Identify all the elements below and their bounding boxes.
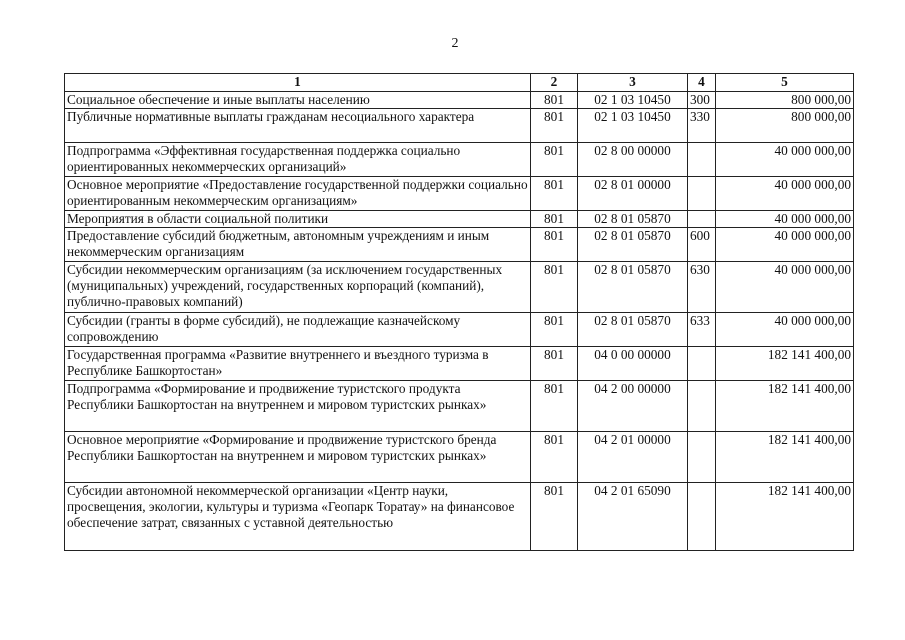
page-number: 2 <box>451 36 459 51</box>
row-ministry-code: 801 <box>531 432 578 483</box>
row-expense-type <box>688 143 716 177</box>
row-amount: 40 000 000,00 <box>716 313 854 347</box>
row-amount: 182 141 400,00 <box>716 381 854 432</box>
header-col-1: 1 <box>65 74 531 92</box>
row-expense-type: 633 <box>688 313 716 347</box>
row-name: Социальное обеспечение и иные выплаты населению <box>65 92 531 109</box>
row-ministry-code: 801 <box>531 381 578 432</box>
table-row <box>65 143 854 177</box>
row-article-code: 02 8 01 05870 <box>578 262 688 313</box>
table-row <box>65 313 854 347</box>
row-amount: 40 000 000,00 <box>716 211 854 228</box>
header-col-2: 2 <box>531 74 578 92</box>
row-article-code: 02 8 01 05870 <box>578 313 688 347</box>
budget-table <box>64 73 854 551</box>
row-expense-type <box>688 432 716 483</box>
table-row <box>65 92 854 109</box>
row-name: Основное мероприятие «Предоставление государственной поддержки социально ориентированным некоммерческим организациям» <box>65 177 531 211</box>
row-name: Субсидии (гранты в форме субсидий), не подлежащие казначейскому сопровождению <box>65 313 531 347</box>
row-name: Публичные нормативные выплаты гражданам несоциального характера <box>65 109 531 143</box>
table-row <box>65 432 854 483</box>
row-expense-type <box>688 177 716 211</box>
row-name: Субсидии некоммерческим организациям (за исключением государственных (муниципальных) учреждений, государственных корпораций (компаний), публично-правовых компаний) <box>65 262 531 313</box>
header-col-4: 4 <box>688 74 716 92</box>
row-expense-type <box>688 347 716 381</box>
table-row <box>65 177 854 211</box>
row-ministry-code: 801 <box>531 143 578 177</box>
row-name: Государственная программа «Развитие внутреннего и въездного туризма в Республике Башкортостан» <box>65 347 531 381</box>
row-expense-type <box>688 381 716 432</box>
row-article-code: 02 1 03 10450 <box>578 109 688 143</box>
row-article-code: 04 2 00 00000 <box>578 381 688 432</box>
table-row <box>65 381 854 432</box>
row-amount: 182 141 400,00 <box>716 483 854 551</box>
table-row <box>65 262 854 313</box>
row-ministry-code: 801 <box>531 483 578 551</box>
table-row <box>65 109 854 143</box>
row-article-code: 02 1 03 10450 <box>578 92 688 109</box>
row-expense-type: 300 <box>688 92 716 109</box>
row-name: Предоставление субсидий бюджетным, автономным учреждениям и иным некоммерческим организациям <box>65 228 531 262</box>
table-row <box>65 211 854 228</box>
row-expense-type: 600 <box>688 228 716 262</box>
row-article-code: 02 8 01 05870 <box>578 211 688 228</box>
row-amount: 40 000 000,00 <box>716 177 854 211</box>
row-ministry-code: 801 <box>531 262 578 313</box>
row-amount: 800 000,00 <box>716 109 854 143</box>
row-amount: 182 141 400,00 <box>716 347 854 381</box>
table-row <box>65 347 854 381</box>
row-article-code: 04 2 01 00000 <box>578 432 688 483</box>
row-ministry-code: 801 <box>531 228 578 262</box>
header-col-5: 5 <box>716 74 854 92</box>
header-row <box>65 74 854 92</box>
row-ministry-code: 801 <box>531 211 578 228</box>
row-ministry-code: 801 <box>531 92 578 109</box>
header-col-3: 3 <box>578 74 688 92</box>
row-article-code: 02 8 01 00000 <box>578 177 688 211</box>
row-expense-type: 630 <box>688 262 716 313</box>
row-ministry-code: 801 <box>531 109 578 143</box>
row-article-code: 04 2 01 65090 <box>578 483 688 551</box>
row-name: Подпрограмма «Формирование и продвижение туристского продукта Республики Башкортостан на внутреннем и мировом туристских рынках» <box>65 381 531 432</box>
row-amount: 800 000,00 <box>716 92 854 109</box>
row-expense-type <box>688 483 716 551</box>
row-ministry-code: 801 <box>531 313 578 347</box>
row-expense-type <box>688 211 716 228</box>
row-ministry-code: 801 <box>531 347 578 381</box>
row-article-code: 02 8 01 05870 <box>578 228 688 262</box>
row-name: Основное мероприятие «Формирование и продвижение туристского бренда Республики Башкортостан на внутреннем и мировом туристских рынках» <box>65 432 531 483</box>
row-name: Субсидии автономной некоммерческой организации «Центр науки, просвещения, экологии, культуры и туризма «Геопарк Торатау» на финансовое обеспечение затрат, связанных с уставной деятельностью <box>65 483 531 551</box>
row-article-code: 02 8 00 00000 <box>578 143 688 177</box>
row-amount: 40 000 000,00 <box>716 228 854 262</box>
row-name: Мероприятия в области социальной политики <box>65 211 531 228</box>
row-name: Подпрограмма «Эффективная государственная поддержка социально ориентированных некоммерческих организаций» <box>65 143 531 177</box>
table-row <box>65 483 854 551</box>
table-row <box>65 228 854 262</box>
row-expense-type: 330 <box>688 109 716 143</box>
row-ministry-code: 801 <box>531 177 578 211</box>
row-amount: 182 141 400,00 <box>716 432 854 483</box>
row-amount: 40 000 000,00 <box>716 143 854 177</box>
row-amount: 40 000 000,00 <box>716 262 854 313</box>
row-article-code: 04 0 00 00000 <box>578 347 688 381</box>
